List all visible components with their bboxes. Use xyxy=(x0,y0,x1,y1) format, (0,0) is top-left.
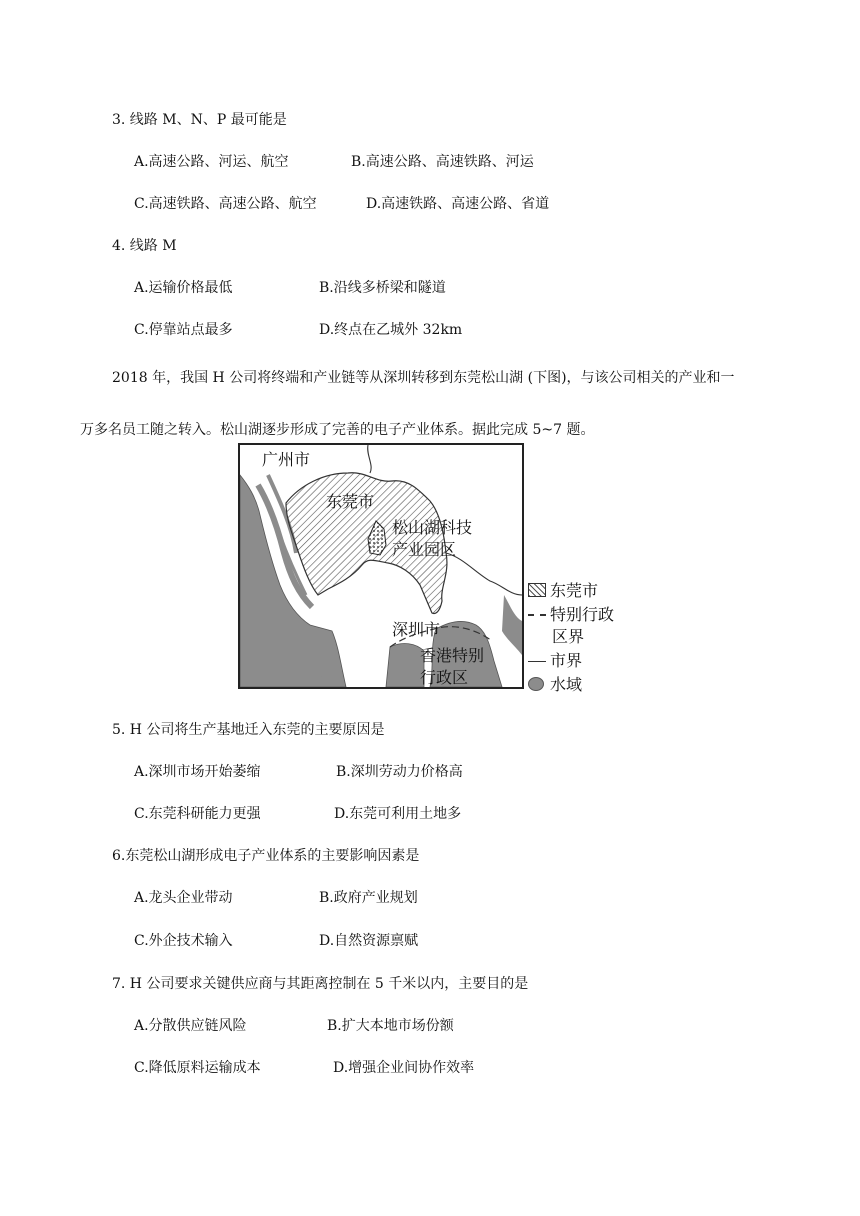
question-3-stem: 3. 线路 M、N、P 最可能是 xyxy=(112,112,287,128)
question-7-option-c[interactable]: C.降低原料运输成本 xyxy=(134,1060,261,1076)
question-5-option-c[interactable]: C.东莞科研能力更强 xyxy=(134,806,261,822)
question-4-option-c[interactable]: C.停靠站点最多 xyxy=(134,322,233,338)
small-island xyxy=(306,670,322,680)
question-3-option-c[interactable]: C.高速铁路、高速公路、航空 xyxy=(134,196,317,212)
legend-dongguan: 东莞市 xyxy=(550,581,599,600)
question-7-option-b[interactable]: B.扩大本地市场份额 xyxy=(327,1018,454,1034)
map-figure xyxy=(238,443,524,689)
question-6-option-b[interactable]: B.政府产业规划 xyxy=(319,890,418,906)
question-6-stem: 6.东莞松山湖形成电子产业体系的主要影响因素是 xyxy=(112,848,420,864)
legend-water: 水域 xyxy=(550,675,583,694)
question-4-option-b[interactable]: B.沿线多桥梁和隧道 xyxy=(319,280,446,296)
map-legend xyxy=(528,578,648,698)
city-border-north xyxy=(368,445,371,473)
question-4-option-d[interactable]: D.终点在乙城外 32km xyxy=(319,322,463,338)
question-7-stem: 7. H 公司要求关键供应商与其距离控制在 5 千米以内，主要目的是 xyxy=(112,976,529,992)
question-5-option-a[interactable]: A.深圳市场开始萎缩 xyxy=(134,764,261,780)
map-svg xyxy=(240,445,522,687)
water-swatch-icon xyxy=(528,677,544,691)
question-6-option-d[interactable]: D.自然资源禀赋 xyxy=(319,933,419,949)
question-7-option-a[interactable]: A.分散供应链风险 xyxy=(134,1018,247,1034)
dashed-line-icon xyxy=(528,614,546,616)
question-3-option-b[interactable]: B.高速公路、高速铁路、河运 xyxy=(351,154,534,170)
label-shenzhen: 深圳市 xyxy=(392,620,441,639)
city-border-east xyxy=(446,553,522,595)
passage-line-1: 2018 年，我国 H 公司将终端和产业链等从深圳转移到东莞松山湖 (下图)，与该公司相关的产业和一 xyxy=(112,370,735,386)
hk-island-water xyxy=(386,644,424,687)
solid-line-icon xyxy=(528,661,546,662)
label-hk-line-1: 香港特别 xyxy=(420,646,485,665)
passage-line-2: 万多名员工随之转入。松山湖逐步形成了完善的电子产业体系。据此完成 5~7 题。 xyxy=(80,422,595,438)
legend-city-border: 市界 xyxy=(550,651,583,670)
question-3-option-d[interactable]: D.高速铁路、高速公路、省道 xyxy=(366,196,550,212)
label-hk-line-2: 行政区 xyxy=(420,668,469,687)
question-5-option-b[interactable]: B.深圳劳动力价格高 xyxy=(336,764,463,780)
question-6-option-c[interactable]: C.外企技术输入 xyxy=(134,933,233,949)
question-7-option-d[interactable]: D.增强企业间协作效率 xyxy=(333,1060,475,1076)
label-dongguan: 东莞市 xyxy=(326,492,375,511)
label-guangzhou: 广州市 xyxy=(262,450,311,469)
label-park-line-2: 产业园区 xyxy=(392,540,457,559)
label-park-line-1: 松山湖科技 xyxy=(392,518,473,537)
question-6-option-a[interactable]: A.龙头企业带动 xyxy=(134,890,233,906)
question-5-option-d[interactable]: D.东莞可利用土地多 xyxy=(334,806,462,822)
question-5-stem: 5. H 公司将生产基地迁入东莞的主要原因是 xyxy=(112,722,385,738)
question-4-option-a[interactable]: A.运输价格最低 xyxy=(134,280,233,296)
question-4-stem: 4. 线路 M xyxy=(112,238,177,254)
hatch-swatch-icon xyxy=(528,583,546,597)
legend-sar-line-2: 区界 xyxy=(552,627,585,646)
east-coast-water xyxy=(502,595,522,655)
legend-sar-line-1: 特别行政 xyxy=(550,605,615,624)
question-3-option-a[interactable]: A.高速公路、河运、航空 xyxy=(134,154,289,170)
